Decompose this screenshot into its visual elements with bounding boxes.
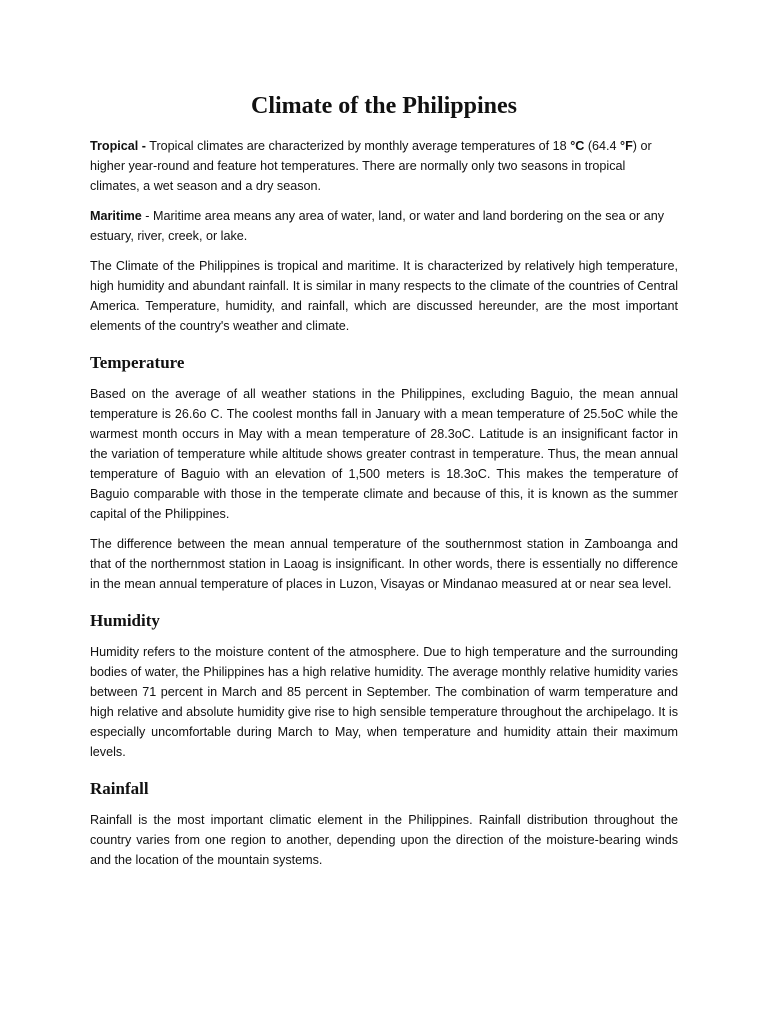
rainfall-heading: Rainfall: [90, 779, 149, 798]
maritime-definition: [90, 206, 678, 246]
celsius-unit: °C: [570, 139, 585, 153]
maritime-term: Maritime: [90, 209, 142, 223]
tropical-definition: [90, 136, 678, 196]
humidity-heading: Humidity: [90, 611, 160, 630]
tropical-text-b: (64.4: [584, 139, 621, 153]
tropical-text-c: ) or higher year-round and feature hot temperatures. There are normally only two seasons in tropical climates, a wet season and a dry season.: [90, 139, 652, 193]
intro-paragraph: The Climate of the Philippines is tropical and maritime. It is characterized by relatively high temperature, high humidity and abundant rainfall. It is similar in many respects to the climate of the countries of Central America. Temperature, humidity, and rainfall, which are discussed hereunder, are the most important elements of the country's weather and climate.: [90, 259, 678, 333]
maritime-text: - Maritime area means any area of water, land, or water and land bordering on the sea or any estuary, river, creek, or lake.: [90, 209, 665, 243]
document-page: [90, 90, 678, 880]
fahrenheit-unit: °F: [620, 139, 633, 153]
tropical-term: Tropical -: [90, 139, 146, 153]
rainfall-paragraph: Rainfall is the most important climatic element in the Philippines. Rainfall distribution throughout the country varies from one region to another, depending upon the direction of the moisture-bearing winds and the location of the mountain systems.: [90, 813, 678, 867]
tropical-text-a: Tropical climates are characterized by monthly average temperatures of 18: [145, 139, 571, 153]
humidity-paragraph: Humidity refers to the moisture content of the atmosphere. Due to high temperature and the surrounding bodies of water, the Philippines has a high relative humidity. The average monthly relative humidity varies between 71 percent in March and 85 percent in September. The combination of warm temperature and high relative and absolute humidity give rise to high sensible temperature throughout the archipelago. It is especially uncomfortable during March to May, when temperature and humidity attain their maximum levels.: [90, 645, 678, 759]
temperature-paragraph-1: Based on the average of all weather stations in the Philippines, excluding Baguio, the mean annual temperature is 26.6o C. The coolest months fall in January with a mean temperature of 25.5oC while the warmest month occurs in May with a mean temperature of 28.3oC. Latitude is an insignificant factor in the variation of temperature while altitude shows greater contrast in temperature. Thus, the mean annual temperature of Baguio with an elevation of 1,500 meters is 18.3oC. This makes the temperature of Baguio comparable with those in the temperate climate and because of this, it is known as the summer capital of the Philippines.: [90, 387, 678, 521]
temperature-heading: Temperature: [90, 353, 185, 372]
page-title: Climate of the Philippines: [250, 93, 517, 119]
temperature-paragraph-2: The difference between the mean annual temperature of the southernmost station in Zamboanga and that of the northernmost station in Laoag is insignificant. In other words, there is essentially no difference in the mean annual temperature of places in Luzon, Visayas or Mindanao measured at or near sea level.: [90, 537, 678, 591]
